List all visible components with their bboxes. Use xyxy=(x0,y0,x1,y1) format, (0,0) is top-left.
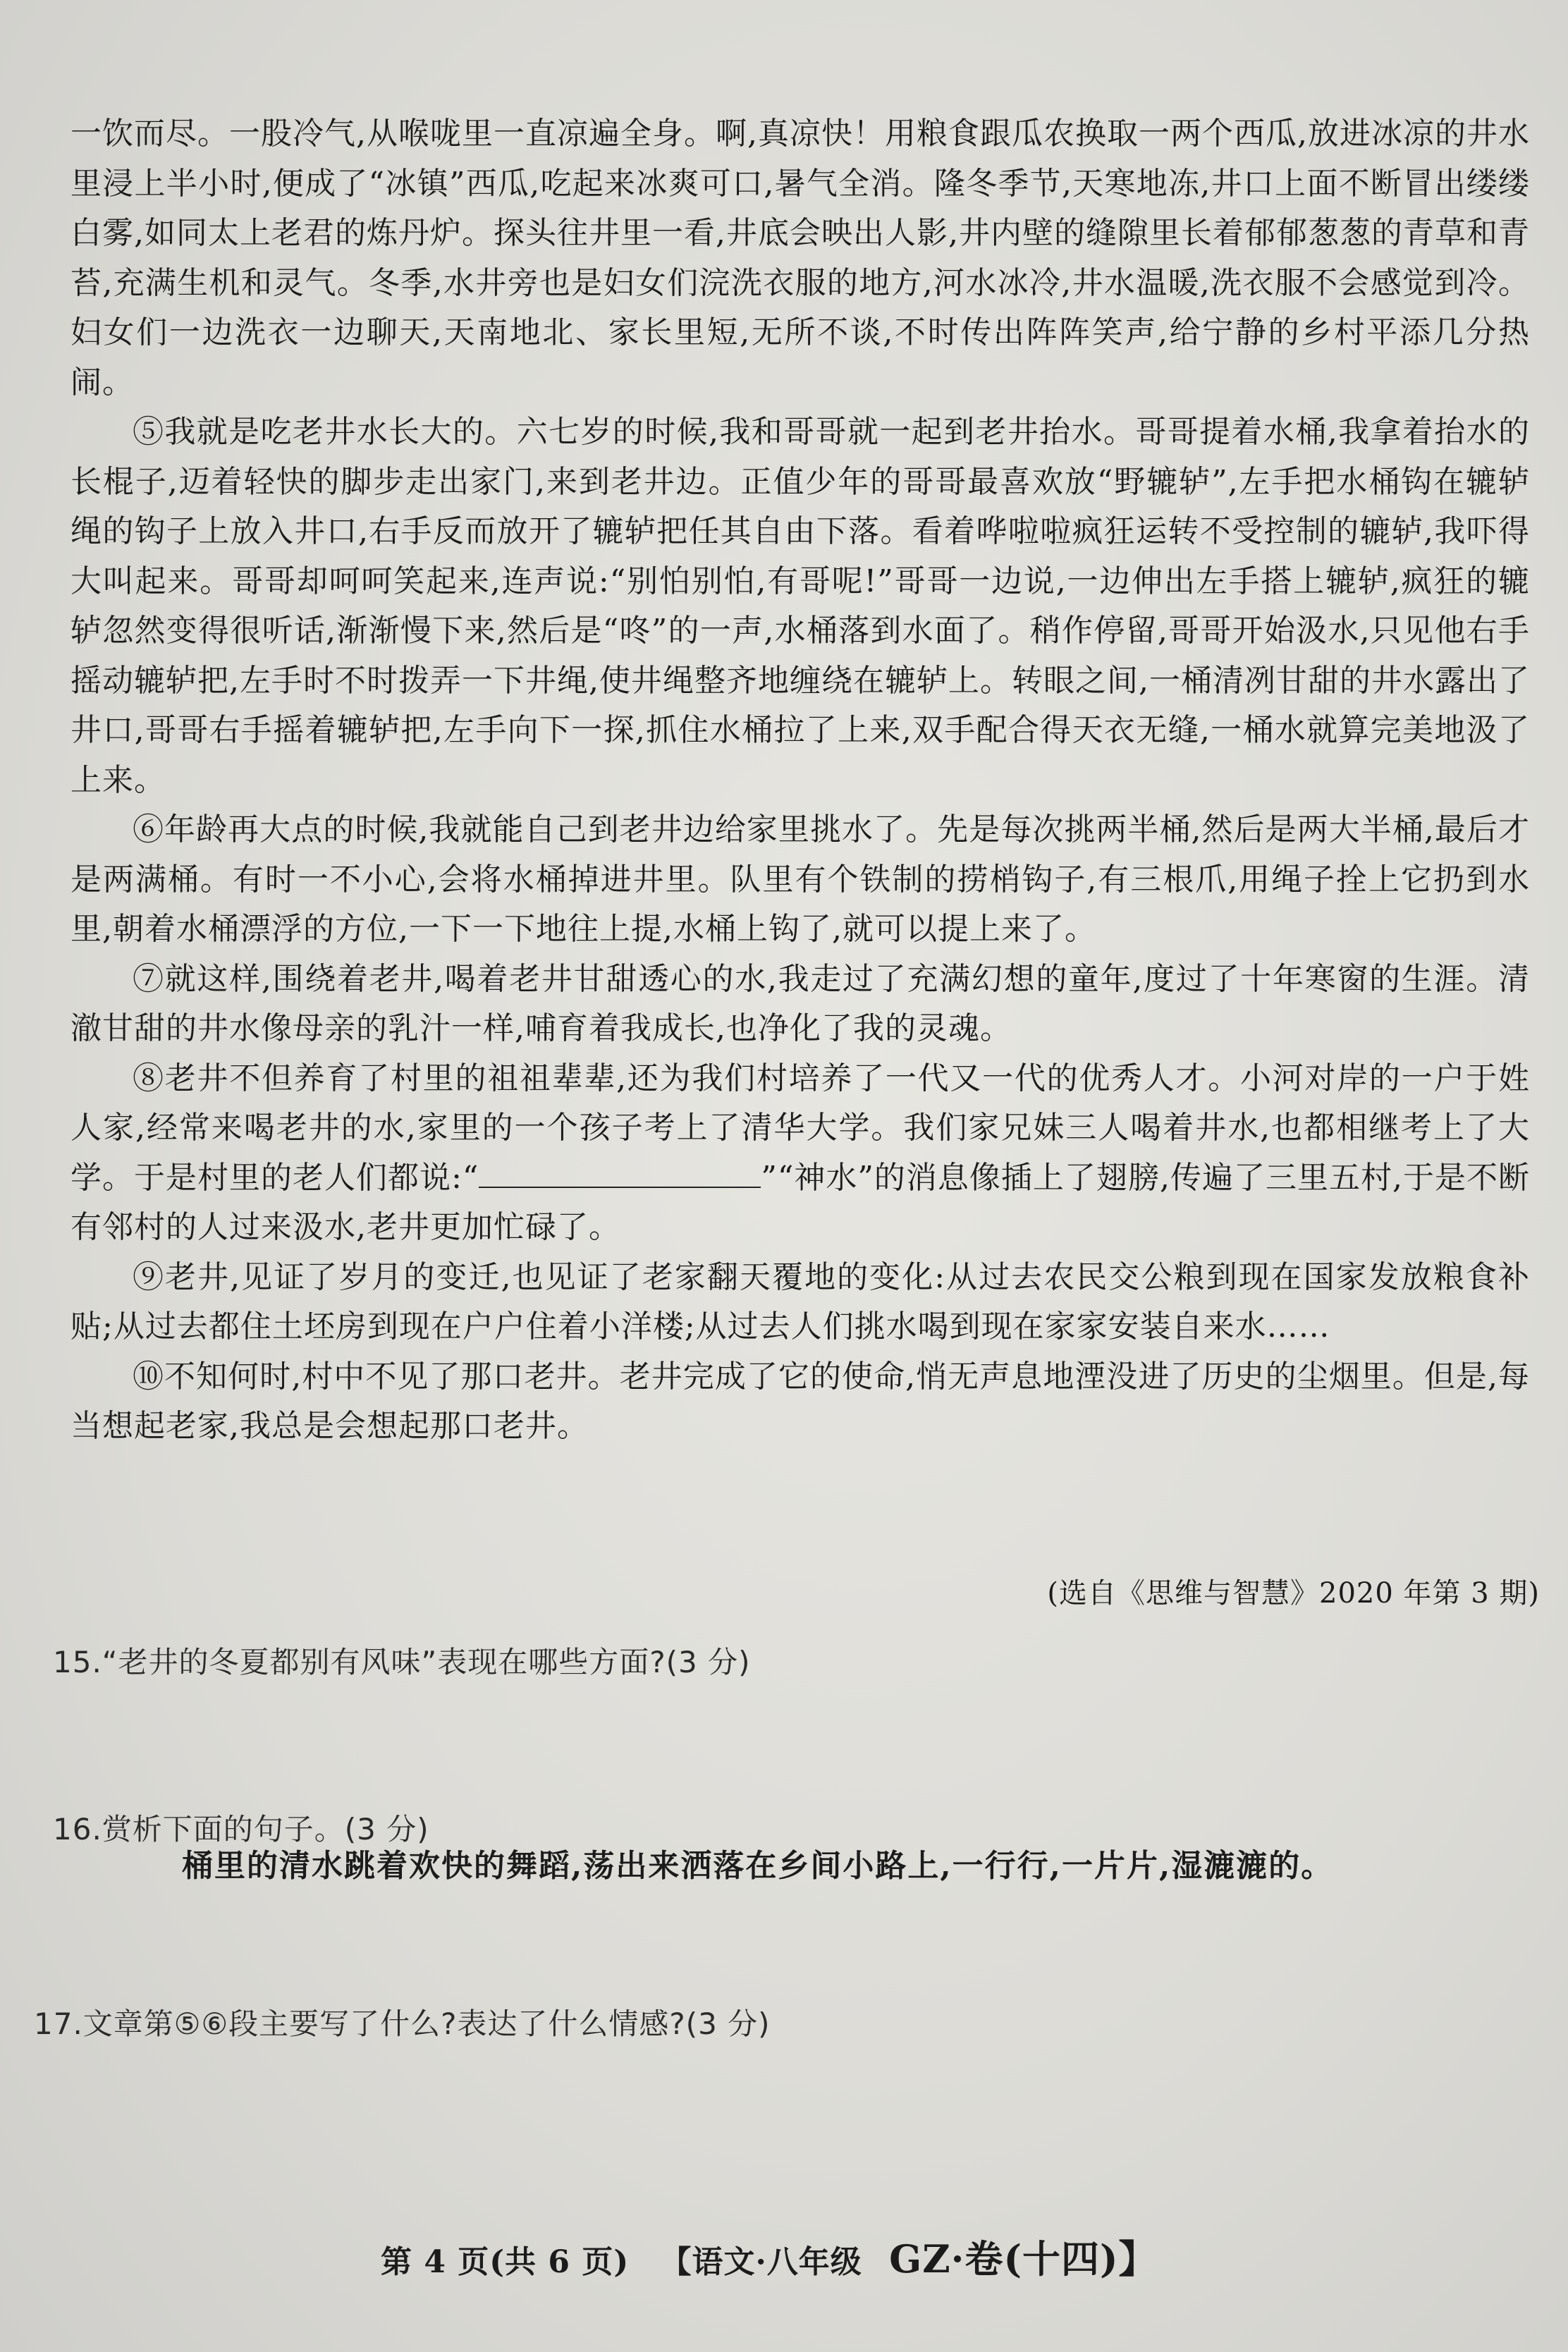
paragraph-8-after: ”“神水”的消息像插上了翅膀,传遍了三里五村,于是不断有邻村的人过来汲水,老井更加忙碌了。 xyxy=(71,1159,1530,1245)
paragraph-continued: 一饮而尽。一股冷气,从喉咙里一直凉遍全身。啊,真凉快！用粮食跟瓜农换取一两个西瓜,放进冰凉的井水里浸上半小时,便成了“冰镇”西瓜,吃起来冰爽可口,暑气全消。隆冬季节,天寒地冻,井口上面不断冒出缕缕白雾,如同太上老君的炼丹炉。探头往井里一看,井底会映出人影,井内壁的缝隙里长着郁郁葱葱的青草和青苔,充满生机和灵气。冬季,水井旁也是妇女们浣洗衣服的地方,河水冰冷,井水温暖,洗衣服不会感觉到冷。妇女们一边洗衣一边聊天,天南地北、家长里短,无所不谈,不时传出阵阵笑声,给宁静的乡村平添几分热闹。 xyxy=(71,116,1530,400)
subject-label: 【语文·八年级 xyxy=(660,2244,862,2280)
paragraph-6: ⑥年龄再大点的时候,我就能自己到老井边给家里挑水了。先是每次挑两半桶,然后是两大半桶,最后才是两满桶。有时一不小心,会将水桶掉进井里。队里有个铁制的捞梢钩子,有三根爪,用绳子拴上它扔到水里,朝着水桶漂浮的方位,一下一下地往上提,水桶上钩了,就可以提上来了。 xyxy=(71,811,1530,947)
paragraph-7: ⑦就这样,围绕着老井,喝着老井甘甜透心的水,我走过了充满幻想的童年,度过了十年寒窗的生涯。清澈甘甜的井水像母亲的乳汁一样,哺育着我成长,也净化了我的灵魂。 xyxy=(71,960,1530,1046)
reading-passage xyxy=(71,109,1530,1452)
paragraph-10: ⑩不知何时,村中不见了那口老井。老井完成了它的使命,悄无声息地湮没进了历史的尘烟里。但是,每当想起老家,我总是会想起那口老井。 xyxy=(71,1358,1530,1444)
paper-code: GZ·卷(十四)】 xyxy=(889,2236,1158,2281)
paragraph-8-before: ⑧老井不但养育了村里的祖祖辈辈,还为我们村培养了一代又一代的优秀人才。小河对岸的一户于姓人家,经常来喝老井的水,家里的一个孩子考上了清华大学。我们家兄妹三人喝着井水,也都相继考上了大学。于是村里的老人们都说:“ xyxy=(71,1060,1530,1196)
paragraph-9: ⑨老井,见证了岁月的变迁,也见证了老家翻天覆地的变化:从过去农民交公粮到现在国家发放粮食补贴;从过去都住土坯房到现在户户住着小洋楼;从过去人们挑水喝到现在家家安装自来水…… xyxy=(71,1258,1530,1345)
question-17: 17.文章第⑤⑥段主要写了什么?表达了什么情感?(3 分) xyxy=(34,2007,771,2041)
page-number: 第 4 页(共 6 页) xyxy=(381,2244,630,2280)
question-16-quote: 桶里的清水跳着欢快的舞蹈,荡出来洒落在乡间小路上,一行行,一片片,湿漉漉的。 xyxy=(182,1848,1334,1884)
paragraph-8 xyxy=(71,1054,1530,1253)
question-16: 16.赏析下面的句子。(3 分) xyxy=(53,1812,429,1846)
question-15: 15.“老井的冬夏都别有风味”表现在哪些方面?(3 分) xyxy=(53,1645,751,1679)
fill-blank-line[interactable] xyxy=(479,1161,761,1188)
source-citation: (选自《思维与智慧》2020 年第 3 期) xyxy=(1047,1577,1540,1610)
paragraph-5: ⑤我就是吃老井水长大的。六七岁的时候,我和哥哥就一起到老井抬水。哥哥提着水桶,我拿着抬水的长棍子,迈着轻快的脚步走出家门,来到老井边。正值少年的哥哥最喜欢放“野辘轳”,左手把水桶钩在辘轳绳的钩子上放入井口,右手反而放开了辘轳把任其自由下落。看着哗啦啦疯狂运转不受控制的辘轳,我吓得大叫起来。哥哥却呵呵笑起来,连声说:“别怕别怕,有哥呢!”哥哥一边说,一边伸出左手搭上辘轳,疯狂的辘轳忽然变得很听话,渐渐慢下来,然后是“咚”的一声,水桶落到水面了。稍作停留,哥哥开始汲水,只见他右手摇动辘轳把,左手时不时拨弄一下井绳,使井绳整齐地缠绕在辘轳上。转眼之间,一桶清冽甘甜的井水露出了井口,哥哥右手摇着辘轳把,左手向下一探,抓住水桶拉了上来,双手配合得天衣无缝,一桶水就算完美地汲了上来。 xyxy=(71,414,1530,798)
page-footer xyxy=(381,2229,1158,2284)
